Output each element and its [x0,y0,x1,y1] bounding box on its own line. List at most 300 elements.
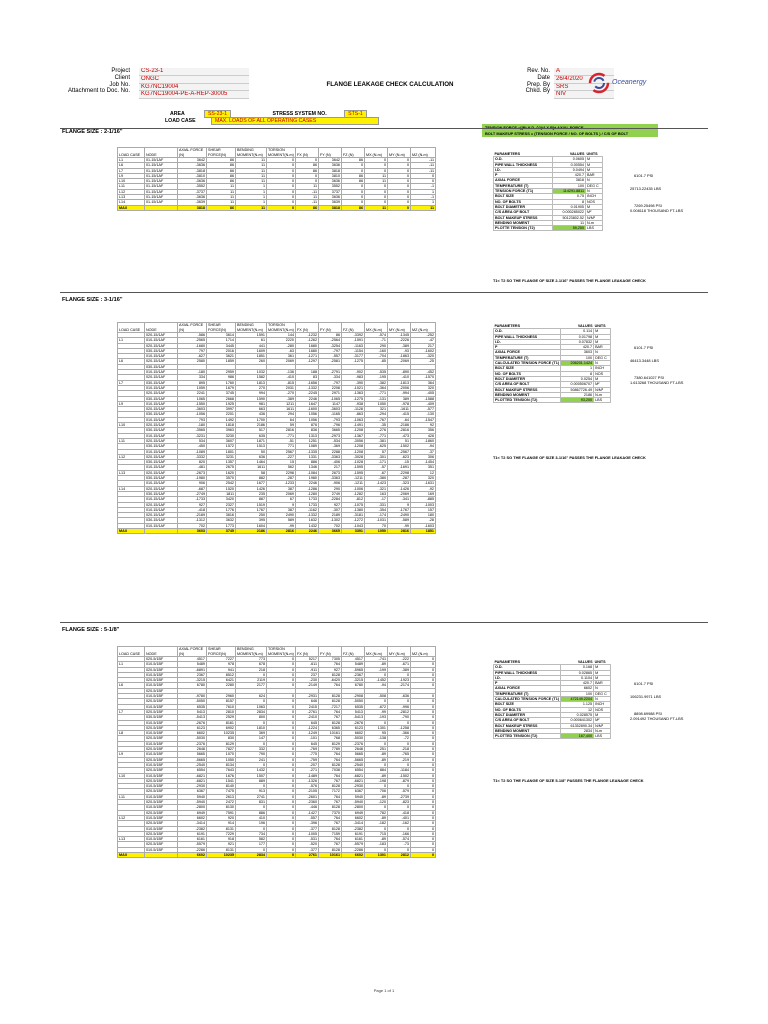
table-cell: 010-15/1AF [145,523,178,528]
table-cell: -1380 [342,507,365,512]
table-cell: -323 [388,481,411,486]
table-cell: 7370 [319,810,342,815]
table-row [118,852,436,857]
table-cell: 706 [365,789,388,794]
parameter-cell: NOS [594,707,611,712]
table-cell: -64 [388,417,411,422]
parameter-cell: N [586,189,603,194]
table-cell: 01-15/1AF [145,173,178,178]
prep-by-label: Prep. By [526,81,550,88]
table-cell: 0 [388,847,411,852]
table-cell: 6902 [207,725,236,730]
table-cell: -790 [388,715,411,720]
table-cell: -890 [388,370,411,375]
table-cell: 0 [388,805,411,810]
table-cell: 764 [319,752,342,757]
table-cell: 030-5/1BF [145,715,178,720]
table-cell: -5050 [178,699,207,704]
table-cell: MAX [118,205,145,210]
table-cell: 0 [388,195,411,200]
table-cell: 734 [236,831,267,836]
side-note: 25713.22435 LBS [630,186,662,192]
table-cell: 994 [236,391,267,396]
parameter-cell: 0.01798 [561,334,594,339]
table-cell: 0 [365,762,388,767]
table-cell: 0 [296,173,319,178]
table-cell: MAX [118,528,145,533]
table-cell: -741 [365,657,388,662]
table-cell: 0 [267,662,296,667]
table-cell: 010-5/1BF [145,720,178,725]
table-cell: -765 [388,752,411,757]
parameter-cell: I.D. [494,675,561,680]
table-cell: -1275 [342,359,365,364]
project-value: CS-23-1 [139,68,249,76]
table-cell: 11 [207,200,236,205]
table-cell: -331 [365,502,388,507]
table-cell: 978 [207,662,236,667]
table-cell: 1611 [236,465,267,470]
table-cell: 702 [178,523,207,528]
table-cell: 0 [411,179,436,184]
table-cell: -1502 [388,773,411,778]
table-cell: -2006 [388,385,411,390]
table-cell: -99 [388,523,411,528]
parameters-header: VALUES [569,152,585,156]
table-cell: 2490 [267,513,296,518]
table-cell: L9 [118,401,145,406]
parameter-cell: BOLT MAKEUP STRESS [494,723,561,728]
table-cell: -520 [296,842,319,847]
parameter-cell: NO. OF BOLTS [494,707,561,712]
parameter-cell: 420.7 [561,681,594,686]
table-cell: -1 [411,195,436,200]
table-cell: 1070 [207,752,236,757]
table-cell: -89 [365,757,388,762]
parameter-cell: AXIAL FORCE [494,686,561,691]
table-cell: -3737 [178,189,207,194]
column-header: FY (N) [319,323,342,333]
table-cell: -405 [411,391,436,396]
parameters-header: UNITS [586,152,598,156]
table-cell: 020-5/1BF [145,768,178,773]
table-cell: 020-15/1AF [145,438,178,443]
table-cell: -307 [319,507,342,512]
table-cell: 010-15/1AF [145,354,178,359]
table-cell: 1507 [236,773,267,778]
parameter-cell: M [594,334,611,339]
table-cell: -396 [296,821,319,826]
table-cell: -2376 [178,741,207,746]
table-cell: -6821 [178,778,207,783]
table-cell: 58 [236,470,267,475]
table-cell: L6 [118,683,145,688]
parameter-cell: M [594,712,611,717]
table-cell: 0 [267,725,296,730]
table-cell: -531 [296,837,319,842]
table-cell: 020-15/1AF [145,333,178,338]
table-cell: 0 [388,720,411,725]
table-cell: 441 [236,343,267,348]
table-cell: 1714 [207,338,236,343]
table-cell: 589 [267,518,296,523]
table-cell: 0 [411,826,436,831]
table-cell: 6554 [178,768,207,773]
table-cell: 764 [319,683,342,688]
table-cell: 6161 [342,837,365,842]
table-cell: -287 [267,476,296,481]
table-cell: -171 [365,460,388,465]
table-cell: 0 [365,805,388,810]
table-cell: 3665 [319,428,342,433]
table-cell: -162 [388,821,411,826]
table-cell: 1147 [319,401,342,406]
table-cell: 6367 [342,789,365,794]
table-cell: 241 [236,757,267,762]
table-cell: 10161 [319,731,342,736]
table-cell: -11 [411,168,436,173]
table-cell: 582 [236,837,267,842]
parameter-cell: 50867726.49 [561,387,594,392]
table-cell: -452 [411,370,436,375]
table-cell: -5579 [342,842,365,847]
table-cell: 436 [236,412,267,417]
table-cell: 0 [411,747,436,752]
table-cell: 0 [411,810,436,815]
table-cell: -1272 [342,518,365,523]
table-cell: -5940 [178,800,207,805]
table-cell: 163 [365,491,388,496]
table-cell: 1301 [365,725,388,730]
table-cell: 010-5/1BF [145,762,178,767]
side-note: 7269.25498 PSI [634,203,662,209]
parameter-cell: N [594,686,611,691]
table-cell: 1211 [267,401,296,406]
page-footer: Page 1 of 1 [373,988,395,993]
table-cell: 61 [236,338,267,343]
table-cell: -410 [267,375,296,380]
table-cell: 3997 [207,407,236,412]
parameter-cell: CALCULATED TENSION FORCE (T1) [495,697,560,702]
table-cell: 0 [267,158,296,163]
table-cell: 020-15/1AF [145,513,178,518]
table-cell: 0 [236,741,267,746]
table-cell: 0 [411,736,436,741]
table-cell: -1208 [342,428,365,433]
table-cell: 290 [319,486,342,491]
table-cell: -557 [296,815,319,820]
parameters-table [493,660,611,739]
table-cell: L13 [118,195,145,200]
column-header: LOAD CASE [118,323,145,333]
table-cell: -17 [365,497,388,502]
table-cell: -769 [296,747,319,752]
table-cell: 8128 [319,699,342,704]
table-cell: 0 [267,678,296,683]
table-cell: 6365 [319,725,342,730]
table-cell: 020-15/1AF [145,391,178,396]
side-note: 7380.641027 PSI [634,375,665,381]
table-cell: 030-15/1AF [145,476,178,481]
table-cell: -271 [296,768,319,773]
table-cell: 1032 [236,370,267,375]
table-cell: 67 [267,497,296,502]
table-cell: 1572 [207,444,236,449]
table-cell: 294 [267,412,296,417]
table-cell: -1600 [296,407,319,412]
table-cell: 764 [319,662,342,667]
column-header: MY (N-m) [388,647,411,657]
parameter-cell: M² [586,210,603,215]
table-cell: -2360 [296,800,319,805]
side-note: 8898.69988 PSI [634,711,662,717]
table-cell: 0 [411,852,436,857]
table-cell: 3445 [207,343,236,348]
table-cell: -409 [411,401,436,406]
table-cell: 702 [319,523,342,528]
table-cell: -390 [342,380,365,385]
table-cell: -2540 [178,762,207,767]
table-cell: 0 [267,810,296,815]
table-cell: -1211 [342,481,365,486]
parameter-cell: N [586,178,603,183]
parameter-cell: 0.028575 [561,712,594,717]
table-cell: 144 [267,333,296,338]
table-cell: 11 [365,179,388,184]
table-cell: 030-15/1AF [145,428,178,433]
table-cell: -5940 [342,800,365,805]
table-cell: -2800 [178,805,207,810]
parameter-cell: LBS [586,226,603,231]
table-cell: 1520 [207,486,236,491]
table-cell: 1513 [236,444,267,449]
table-cell: 8512 [207,672,236,677]
table-cell: -2376 [342,741,365,746]
parameter-cell: TENSION FORCE (T1) [494,189,553,194]
table-cell: -2930 [342,784,365,789]
table-cell: 0 [411,731,436,736]
table-cell: 2812 [388,852,411,857]
table-cell: 1871 [236,438,267,443]
table-cell: 1676 [207,773,236,778]
table-cell: -885 [411,497,436,502]
table-cell: -401 [388,815,411,820]
column-header: FX (N) [296,647,319,657]
table-cell: 5413 [178,709,207,714]
table-cell: 918 [207,837,236,842]
parameters-table [493,324,611,403]
parameter-cell: C/S AREA OF BOLT [494,718,561,723]
table-cell: 8128 [319,720,342,725]
table-cell: 6367 [178,789,207,794]
column-header: TORSION MOMENT(N-m) [268,148,294,157]
table-cell: 773 [236,657,267,662]
table-cell: 01-15/1AF [145,163,178,168]
table-cell: -2676 [178,720,207,725]
table-cell: 764 [319,837,342,842]
table-cell: 0 [411,757,436,762]
table-cell: -67 [365,470,388,475]
table-cell: -101 [296,736,319,741]
table-cell: 11 [296,195,319,200]
table-cell: -1491 [342,423,365,428]
table-cell: 800 [236,715,267,720]
table-cell: 410 [236,815,267,820]
table-cell: 3745 [207,391,236,396]
table-cell: 1063 [236,704,267,709]
table-cell: 663 [236,407,267,412]
flange-section [60,622,708,633]
table-cell: 2208 [319,385,342,390]
table-cell: -1084 [296,470,319,475]
table-cell: 0 [267,184,296,189]
date-label: Date [537,74,550,81]
table-cell: 1677 [236,481,267,486]
table-cell: 0 [267,699,296,704]
table-cell: 1776 [207,507,236,512]
table-cell: 270 [236,385,267,390]
table-cell: 0 [365,741,388,746]
stress-system-value: STS-1 [344,110,367,118]
parameter-cell: NO. OF BOLTS [494,371,561,376]
table-cell: L12 [118,454,145,459]
parameter-cell: DEG C [594,355,611,360]
table-cell: 320 [411,476,436,481]
table-cell: 0 [388,179,411,184]
doc-no-label: Attachment to Doc. No. [67,88,130,95]
table-cell: -418 [178,507,207,512]
table-cell: -321 [365,486,388,491]
table-cell: 2220 [267,338,296,343]
table-cell: -611 [296,662,319,667]
table-cell: 887 [236,497,267,502]
table-cell: 83 [296,375,319,380]
table-cell: 3665 [319,528,342,533]
table-cell: -1271 [296,354,319,359]
rev-value: A [554,68,614,76]
table-cell: 306 [411,454,436,459]
table-cell: L9 [118,173,145,178]
table-cell: 0 [411,778,436,783]
table-cell: 020-15/1AF [145,423,178,428]
table-cell: 6602 [342,815,365,820]
table-cell: 3420 [207,497,236,502]
table-cell: 0 [411,768,436,773]
table-cell: 767 [319,842,342,847]
table-cell: -1282 [342,491,365,496]
table-cell: 0 [267,852,296,857]
table-cell: -1021 [342,385,365,390]
table-cell: L9 [118,752,145,757]
table-cell: 889 [236,778,267,783]
table-cell: 030-15/1AF [145,364,178,369]
table-cell: -1184 [388,768,411,773]
table-cell: -1262 [296,338,319,343]
table-cell: -576 [296,784,319,789]
parameter-cell: M [586,157,603,162]
table-cell: 2816 [267,428,296,433]
table-cell: 010-5/1BF [145,794,178,799]
table-cell: 8140 [207,784,236,789]
table-cell: 3614 [207,333,236,338]
parameter-cell: BAR [586,173,603,178]
table-cell: 010-15/1AF [145,417,178,422]
table-cell: 030-15/1AF [145,491,178,496]
table-cell: -1031 [365,518,388,523]
table-cell: -94 [365,683,388,688]
table-cell: 0 [411,699,436,704]
table-cell: 7475 [207,789,236,794]
table-cell: 010-5/1BF [145,826,178,831]
table-cell: -775 [296,752,319,757]
table-cell: L6 [118,359,145,364]
table-cell: 646 [296,699,319,704]
table-cell: 020-5/1BF [145,725,178,730]
table-cell: 0 [411,773,436,778]
table-cell: 882 [236,476,267,481]
table-cell: 913 [236,789,267,794]
table-cell: 1432 [296,523,319,528]
parameter-cell: M [594,675,611,680]
table-cell: -2286 [178,847,207,852]
table-cell: 0 [411,672,436,677]
side-note: 2.091492 THOUSAND FT-LBS [630,715,684,721]
table-cell: 7591 [207,810,236,815]
table-cell: 70 [365,523,388,528]
table-cell: -2490 [388,513,411,518]
side-note: 46413.3448 LBS [630,358,659,364]
table-cell: 0 [267,805,296,810]
load-table [117,646,436,858]
table-cell: 64 [267,417,296,422]
table-cell: 010-15/1AF [145,465,178,470]
table-cell: 0 [388,158,411,163]
table-cell: L13 [118,470,145,475]
table-cell: 1811 [207,491,236,496]
parameter-cell: DEG C [594,691,611,696]
table-cell: 8128 [319,694,342,699]
parameter-cell: BAR [594,345,611,350]
parameters-header: UNITS [594,660,606,664]
table-cell: -35 [365,423,388,428]
table-cell: 0 [411,805,436,810]
table-cell: -625 [365,444,388,449]
table-cell: 0 [267,657,296,662]
table-cell: 030-15/1AF [145,460,178,465]
table-cell: -2800 [342,805,365,810]
table-cell: -481 [178,465,207,470]
table-cell: 4517 [178,657,207,662]
table-cell: -450 [178,444,207,449]
table-cell: 010-15/1AF [145,401,178,406]
table-cell: -911 [296,667,319,672]
table-cell: 2186 [236,423,267,428]
table-cell: 1767 [236,507,267,512]
table-cell: 1 [236,184,267,189]
parameter-cell: O.D. [494,157,553,162]
table-cell: -5965 [342,667,365,672]
table-cell: 0 [267,163,296,168]
table-cell: 1301 [365,852,388,857]
parameters-header: VALUES [577,324,593,328]
table-cell: 387 [267,507,296,512]
table-cell: -28 [411,518,436,523]
table-cell: 3552 [319,184,342,189]
logo-swirl-icon [588,72,610,94]
table-cell: -1249 [296,731,319,736]
table-cell: -1224 [296,725,319,730]
table-cell: 0 [267,741,296,746]
